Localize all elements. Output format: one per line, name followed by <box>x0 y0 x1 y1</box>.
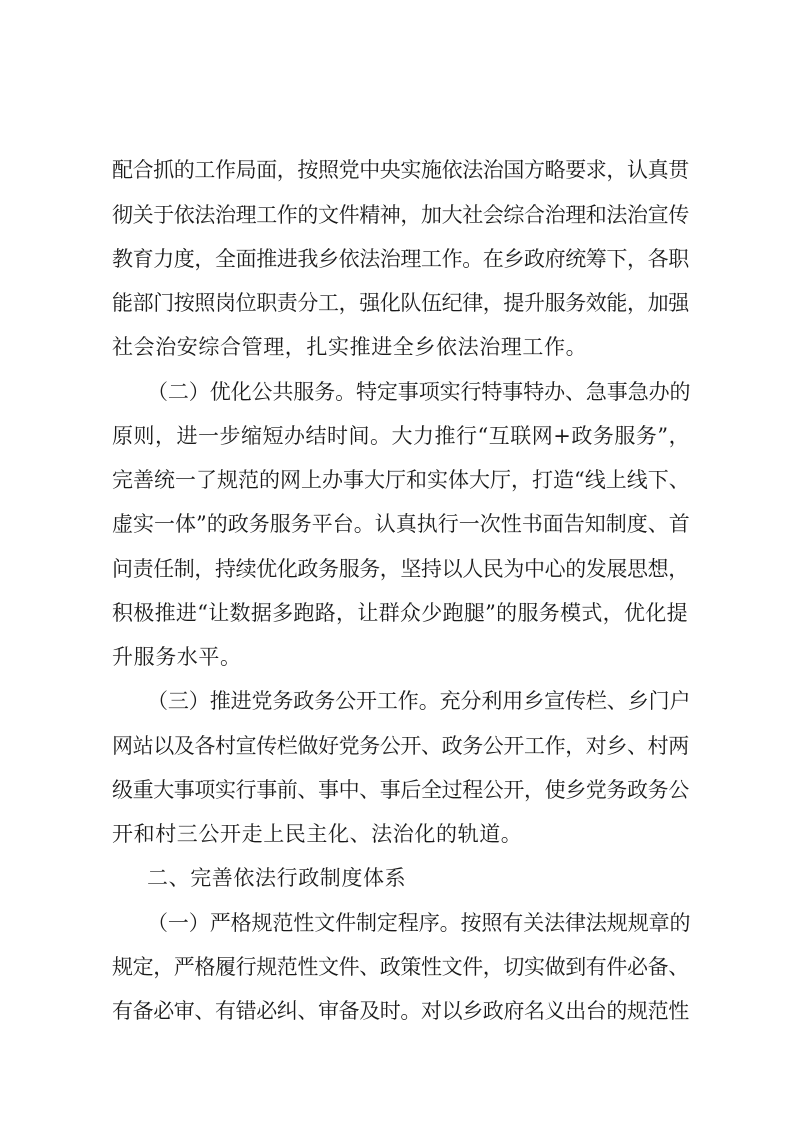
text-line: 规定，严格履行规范性文件、政策性文件，切实做到有件必备、 <box>112 955 689 979</box>
text-line: 虚实一体”的政务服务平台。认真执行一次性书面告知制度、首 <box>112 512 690 536</box>
text-line: 级重大事项实行事前、事中、事后全过程公开，使乡党务政务公 <box>112 778 689 802</box>
text-line: 积极推进“让数据多跑路，让群众少跑腿”的服务模式，优化提 <box>112 601 688 625</box>
text-line: 能部门按照岗位职责分工，强化队伍纪律，提升服务效能，加强 <box>112 291 689 315</box>
text-line: 完善统一了规范的网上办事大厅和实体大厅，打造“线上线下、 <box>112 468 690 492</box>
text-line: 原则，进一步缩短办结时间。大力推行“互联网+政务服务”， <box>112 424 691 448</box>
paragraph-start-line: （三）推进党务政务公开工作。充分利用乡宣传栏、乡门户 <box>147 689 691 713</box>
text-line: 开和村三公开走上民主化、法治化的轨道。 <box>112 822 523 846</box>
section-heading: 二、完善依法行政制度体系 <box>147 866 407 890</box>
text-line: 社会治安综合管理，扎实推进全乡依法治理工作。 <box>112 335 588 359</box>
text-line: 有备必审、有错必纠、审备及时。对以乡政府名义出台的规范性 <box>112 999 689 1023</box>
paragraph-start-line: （一）严格规范性文件制定程序。按照有关法律法规规章的 <box>147 911 691 935</box>
text-line: 彻关于依法治理工作的文件精神，加大社会综合治理和法治宣传 <box>112 203 689 227</box>
text-line: 问责任制，持续优化政务服务，坚持以人民为中心的发展思想， <box>112 557 689 581</box>
text-line: 教育力度，全面推进我乡依法治理工作。在乡政府统筹下，各职 <box>112 247 689 271</box>
paragraph-start-line: （二）优化公共服务。特定事项实行特事特办、急事急办的 <box>147 380 691 404</box>
text-line: 升服务水平。 <box>112 645 242 669</box>
text-line: 网站以及各村宣传栏做好党务公开、政务公开工作，对乡、村两 <box>112 734 689 758</box>
text-line: 配合抓的工作局面，按照党中央实施依法治国方略要求，认真贯 <box>112 158 689 182</box>
